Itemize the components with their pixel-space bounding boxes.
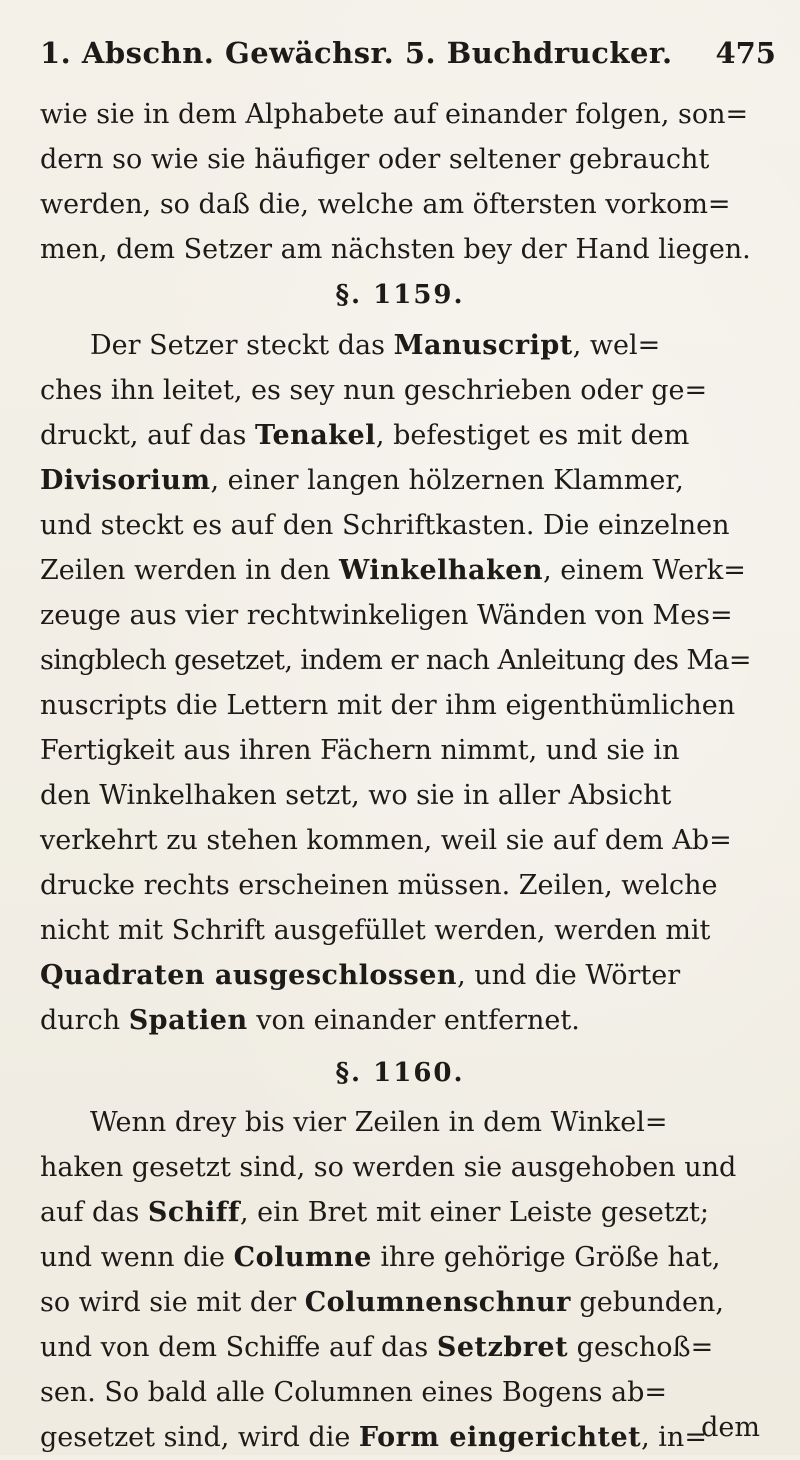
text-line: zeuge aus vier rechtwinkeligen Wänden von Mes= [40, 600, 733, 631]
term-setzbret: Setzbret [436, 1332, 569, 1363]
text-line: sen. So bald alle Columnen eines Bogens ab= [40, 1377, 668, 1408]
page-title: 1. Abschn. Gewächsr. 5. Buchdrucker. [40, 36, 673, 70]
section-heading-1159: §. 1159. [335, 280, 465, 310]
text-line: verkehrt zu stehen kommen, weil sie auf dem Ab= [40, 825, 732, 856]
text-line: auf das Schiff, ein Bret mit einer Leiste gesetzt; [40, 1197, 709, 1228]
term-quadraten: Quadraten [40, 960, 206, 991]
term-spatien: Spatien [128, 1005, 248, 1036]
page-number: 475 [715, 36, 776, 70]
paragraph-1159 [40, 323, 770, 1043]
text-line: wie sie in dem Alphabete auf einander folgen, son= [40, 99, 749, 130]
term-form-eingerichtet: Form eingerichtet [358, 1422, 642, 1453]
text-line: dern so wie sie häufiger oder seltener gebraucht [40, 144, 710, 175]
paragraph-continuation [40, 92, 770, 272]
text-line: den Winkelhaken setzt, wo sie in aller Absicht [40, 780, 672, 811]
term-columnenschnur: Columnenschnur [304, 1287, 571, 1318]
text-line: haken gesetzt sind, so werden sie ausgehoben und [40, 1152, 737, 1183]
text-line: ches ihn leitet, es sey nun geschrieben oder ge= [40, 375, 708, 406]
text-line: singblech gesetzet, indem er nach Anleitung des Ma= [40, 645, 751, 676]
term-ausgeschlossen: ausgeschlossen [205, 960, 458, 991]
term-winkelhaken: Winkelhaken [339, 555, 544, 586]
text-line: nicht mit Schrift ausgefüllet werden, werden mit [40, 915, 711, 946]
text-line: und von dem Schiffe auf das Setzbret geschoß= [40, 1332, 714, 1363]
section-heading-1160: §. 1160. [335, 1058, 465, 1088]
text-line: Wenn drey bis vier Zeilen in dem Winkel= [90, 1107, 668, 1138]
paragraph-1160 [40, 1100, 770, 1460]
term-schiff: Schiff [147, 1197, 240, 1228]
text-line: so wird sie mit der Columnenschnur gebunden, [40, 1287, 724, 1318]
text-line: drucke rechts erscheinen müssen. Zeilen, welche [40, 870, 718, 901]
text-line: und steckt es auf den Schriftkasten. Die einzelnen [40, 510, 730, 541]
text-line: gesetzet sind, wird die Form eingerichtet, in= [40, 1422, 707, 1453]
text-line: men, dem Setzer am nächsten bey der Hand liegen. [40, 234, 751, 265]
catchword: dem [701, 1412, 760, 1443]
text-line: und wenn die Columne ihre gehörige Größe hat, [40, 1242, 721, 1273]
text-line: nuscripts die Lettern mit der ihm eigenthümlichen [40, 690, 736, 721]
running-head [40, 36, 776, 82]
text-line: werden, so daß die, welche am öftersten vorkom= [40, 189, 731, 220]
text-line: Der Setzer steckt das Manuscript, wel= [90, 330, 661, 361]
text-line: durch Spatien von einander entfernet. [40, 1005, 580, 1036]
term-divisorium: Divisorium [40, 465, 211, 496]
term-manuscript: Manuscript [393, 330, 573, 361]
text-line: Divisorium, einer langen hölzernen Klammer, [40, 465, 684, 496]
text-line: Fertigkeit aus ihren Fächern nimmt, und sie in [40, 735, 680, 766]
text-line: Zeilen werden in den Winkelhaken, einem Werk= [40, 555, 746, 586]
term-tenakel: Tenakel [254, 420, 376, 451]
text-line: Quadraten ausgeschlossen, und die Wörter [40, 960, 681, 991]
text-line: druckt, auf das Tenakel, befestiget es mit dem [40, 420, 690, 451]
term-columne: Columne [233, 1242, 372, 1273]
